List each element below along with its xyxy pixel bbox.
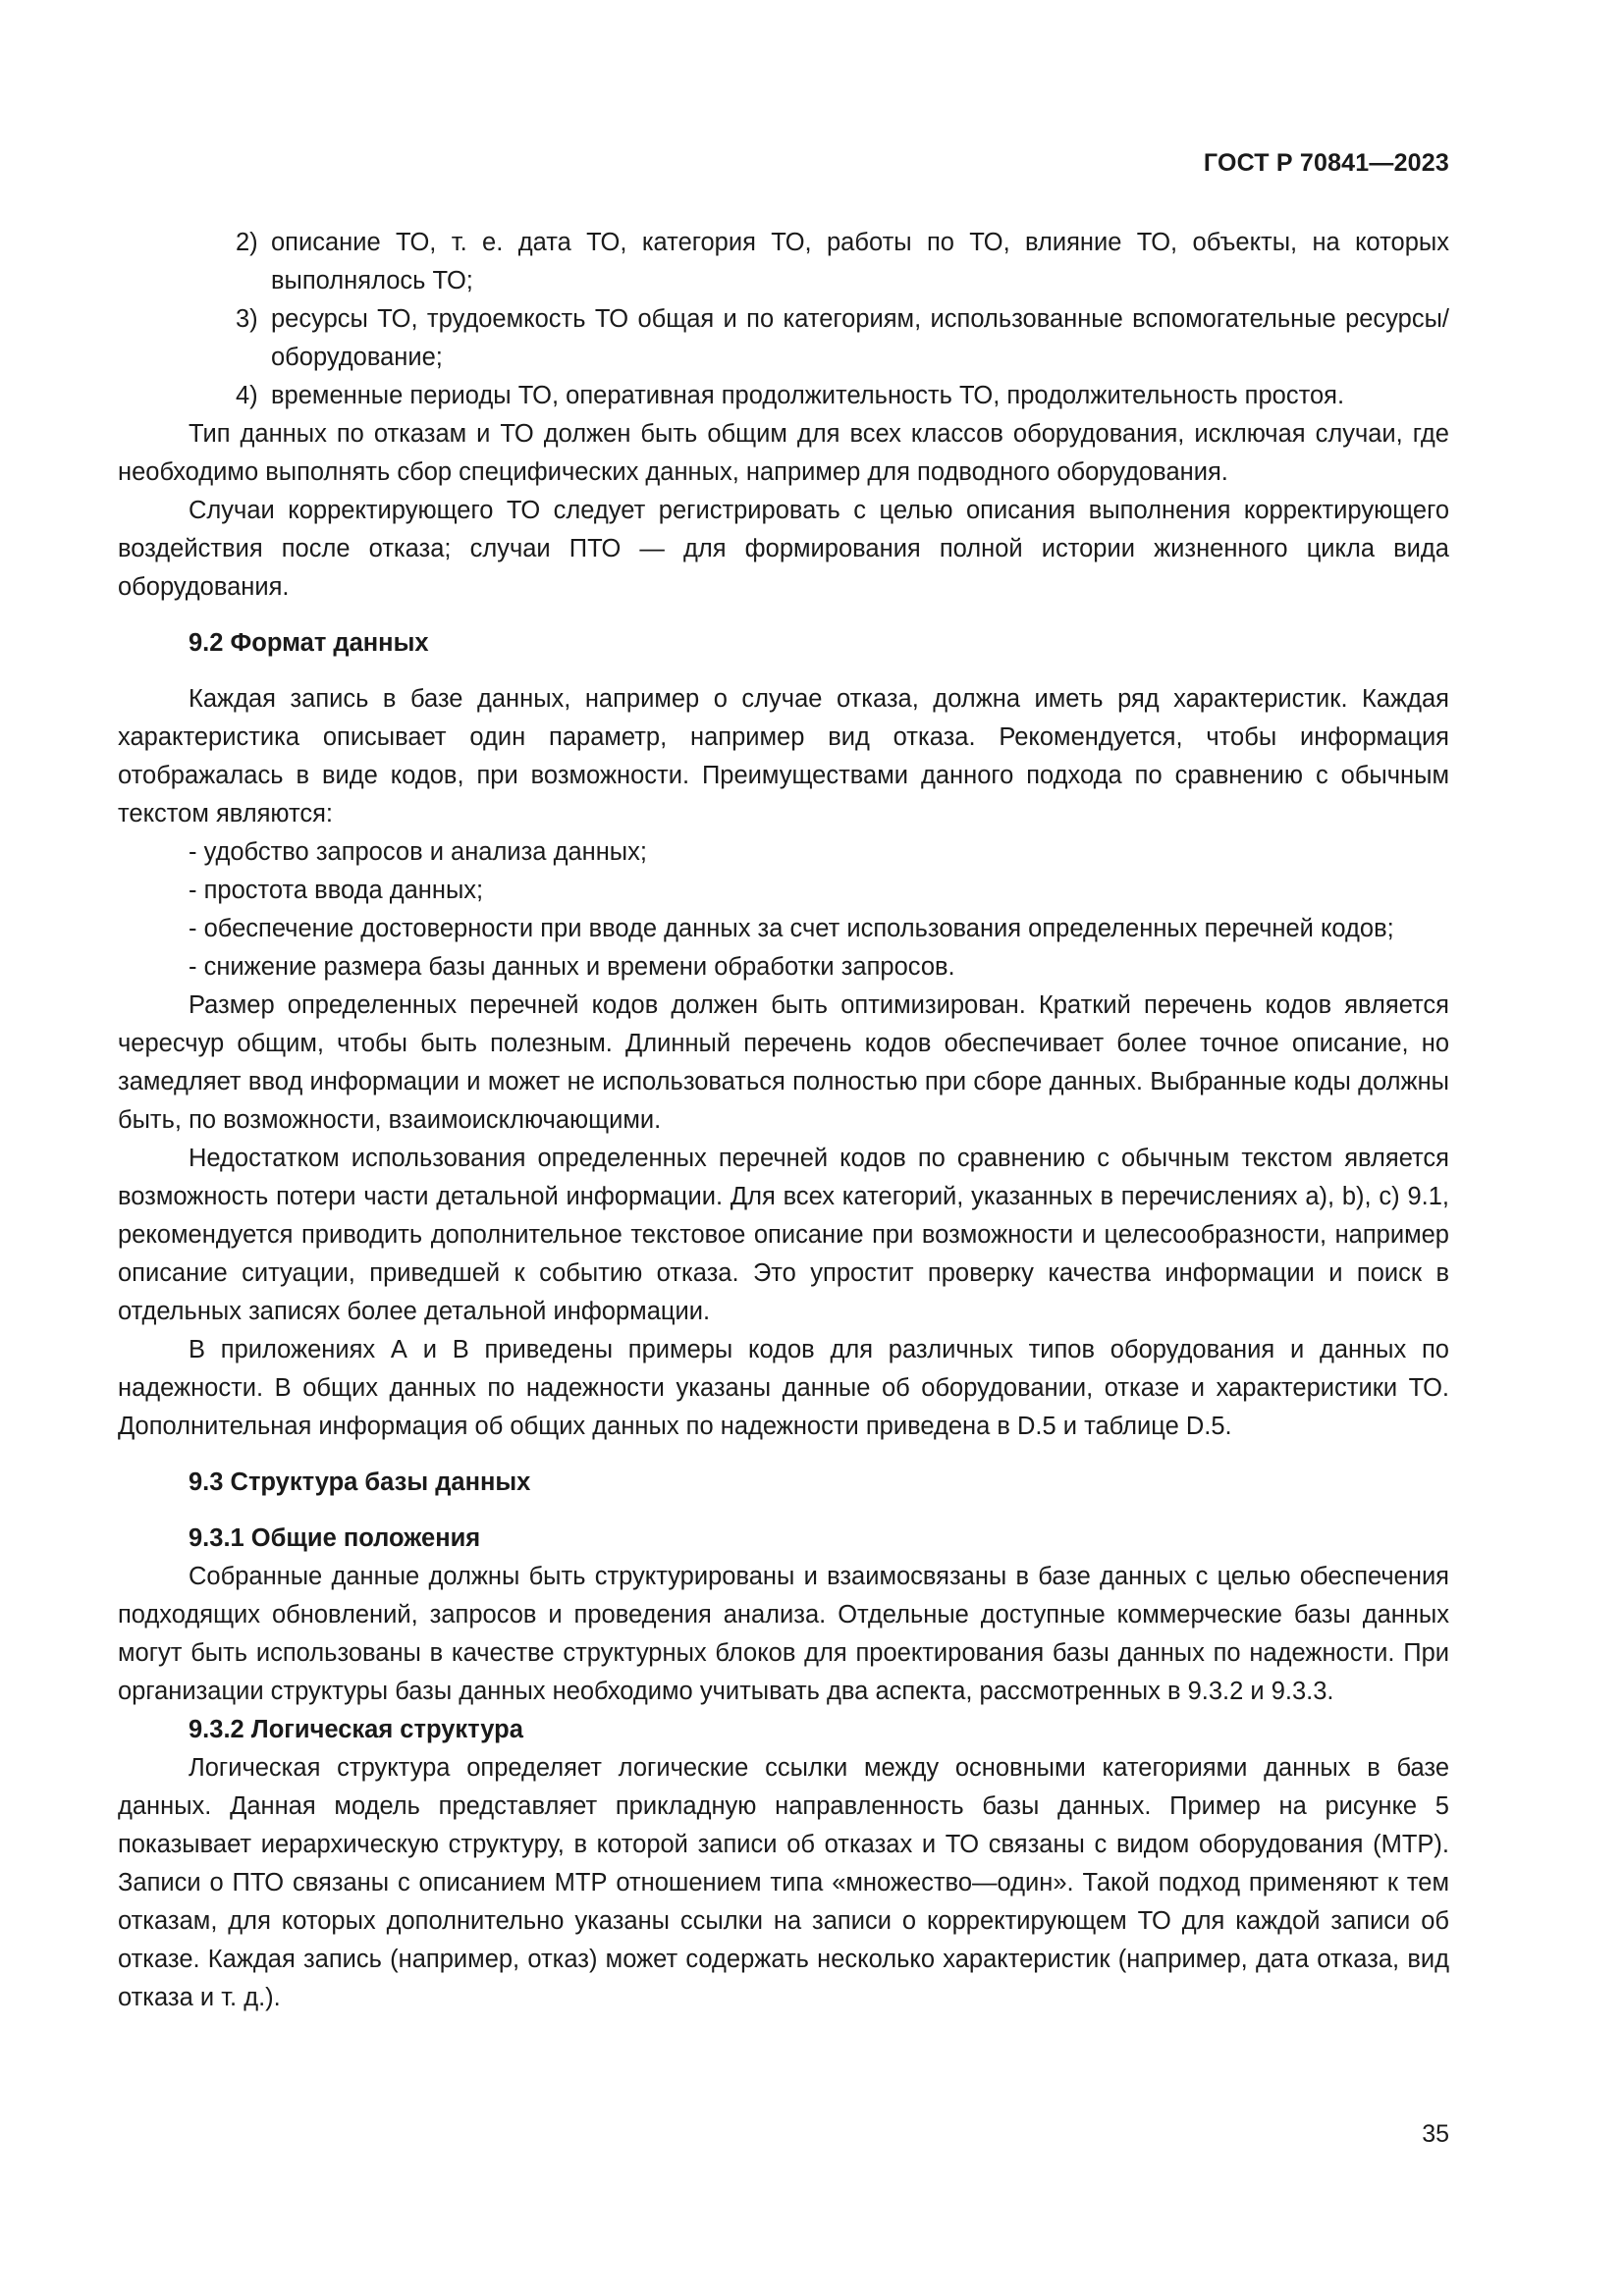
list-item — [118, 224, 1449, 300]
list-item — [118, 377, 1449, 415]
bullet-item: - снижение размера базы данных и времени обработки запросов. — [189, 953, 955, 981]
paragraph: Логическая структура определяет логические ссылки между основными категориями данных в базе данных. Данная модель представляет прикладную направленность базы данных. Пример на рисунке 5 показывает иерархическую структуру, в которой записи об отказах и ТО связаны с видом оборудования (МТР). Записи о ПТО связаны с описанием МТР отношением типа «множество—один». Такой подход применяют к тем отказам, для которых дополнительно указаны ссылки на записи о корректирующем ТО для каждой записи об отказе. Каждая запись (например, отказ) может содержать несколько характеристик (например, дата отказа, вид отказа и т. д.). — [118, 1754, 1449, 2011]
list-item-text: описание ТО, т. е. дата ТО, категория ТО, работы по ТО, влияние ТО, объекты, на которых выполнялось ТО; — [271, 229, 1449, 294]
paragraph: Тип данных по отказам и ТО должен быть общим для всех классов оборудования, исключая случаи, где необходимо выполнять сбор специфических данных, например для подводного оборудования. — [118, 420, 1449, 486]
list-item-text: временные периоды ТО, оперативная продолжительность ТО, продолжительность простоя. — [271, 382, 1345, 409]
page-number: 35 — [1422, 2120, 1449, 2148]
bullet-item: - удобство запросов и анализа данных; — [189, 838, 647, 866]
bullet-item: - обеспечение достоверности при вводе данных за счет использования определенных перечней кодов; — [189, 915, 1394, 942]
section-heading-9-2: 9.2 Формат данных — [189, 629, 429, 657]
paragraph: Собранные данные должны быть структурированы и взаимосвязаны в базе данных с целью обеспечения подходящих обновлений, запросов и проведения анализа. Отдельные доступные коммерческие базы данных могут быть использованы в качестве структурных блоков для проектирования базы данных по надежности. При организации структуры базы данных необходимо учитывать два аспекта, рассмотренных в 9.3.2 и 9.3.3. — [118, 1563, 1449, 1705]
paragraph: Случаи корректирующего ТО следует регистрировать с целью описания выполнения корректирующего воздействия после отказа; случаи ПТО — для формирования полной истории жизненного цикла вида оборудования. — [118, 497, 1449, 601]
subsection-heading-9-3-1: 9.3.1 Общие положения — [189, 1524, 481, 1552]
list-item-text: ресурсы ТО, трудоемкость ТО общая и по категориям, использованные вспомогательные ресурсы/оборудование; — [271, 305, 1449, 371]
bullet-item: - простота ввода данных; — [189, 877, 484, 904]
page-content — [118, 224, 1449, 2017]
paragraph: В приложениях А и В приведены примеры кодов для различных типов оборудования и данных по надежности. В общих данных по надежности указаны данные об оборудовании, отказе и характеристики ТО. Дополнительная информация об общих данных по надежности приведена в D.5 и таблице D.5. — [118, 1336, 1449, 1440]
paragraph: Размер определенных перечней кодов должен быть оптимизирован. Краткий перечень кодов является чересчур общим, чтобы быть полезным. Длинный перечень кодов обеспечивает более точное описание, но замедляет ввод информации и может не использоваться полностью при сборе данных. Выбранные коды должны быть, по возможности, взаимоисключающими. — [118, 991, 1449, 1134]
standard-header: ГОСТ Р 70841—2023 — [1203, 149, 1449, 177]
subsection-heading-9-3-2: 9.3.2 Логическая структура — [189, 1716, 523, 1743]
list-item-number: 3) — [236, 305, 258, 333]
paragraph: Недостатком использования определенных перечней кодов по сравнению с обычным текстом является возможность потери части детальной информации. Для всех категорий, указанных в перечислениях а), b), с) 9.1, рекомендуется приводить дополнительное текстовое описание при возможности и целесообразности, например описание ситуации, приведшей к событию отказа. Это упростит проверку качества информации и поиск в отдельных записях более детальной информации. — [118, 1145, 1449, 1325]
list-item-number: 4) — [236, 382, 258, 409]
paragraph: Каждая запись в базе данных, например о случае отказа, должна иметь ряд характеристик. Каждая характеристика описывает один параметр, например вид отказа. Рекомендуется, чтобы информация отображалась в виде кодов, при возможности. Преимуществами данного подхода по сравнению с обычным текстом являются: — [118, 685, 1449, 828]
list-item — [118, 300, 1449, 377]
section-heading-9-3: 9.3 Структура базы данных — [189, 1468, 531, 1496]
list-item-number: 2) — [236, 229, 258, 256]
